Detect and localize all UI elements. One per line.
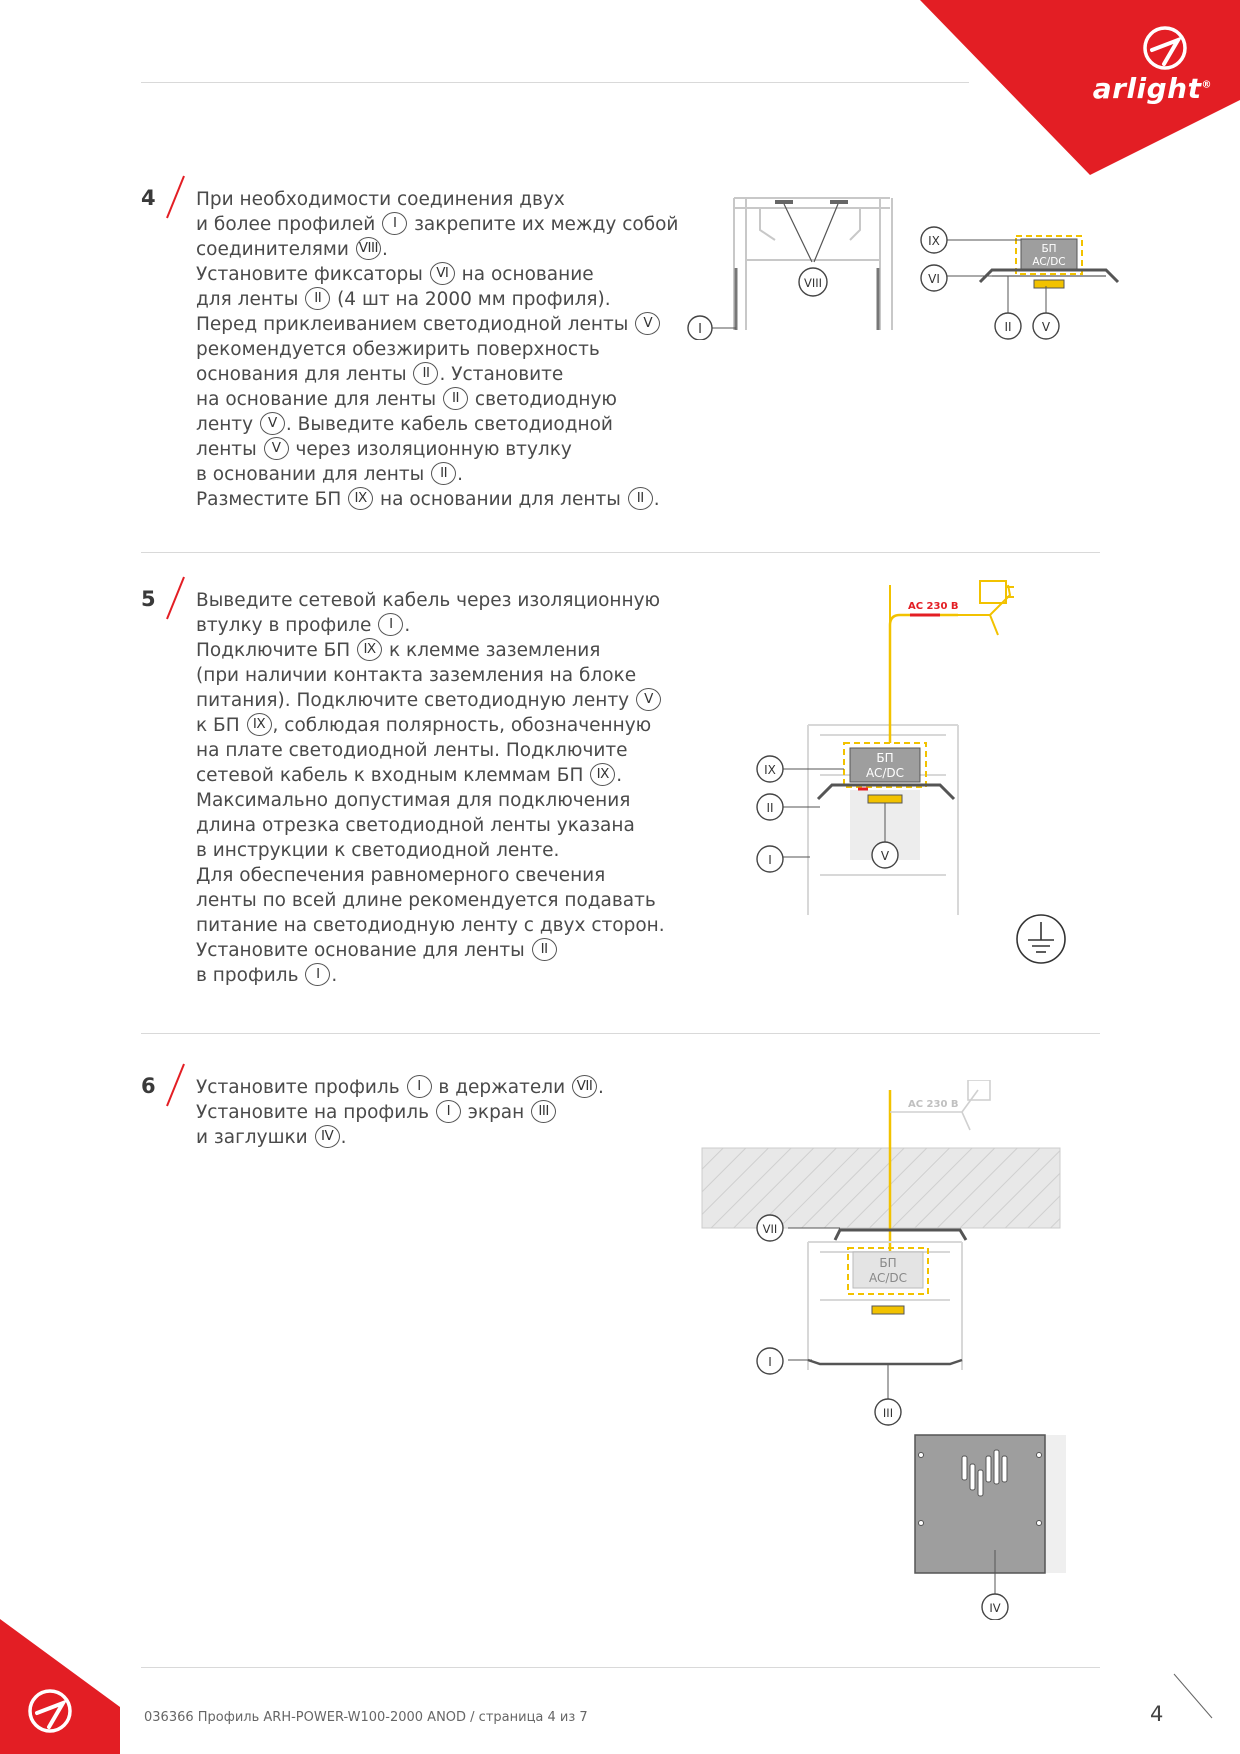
text-line [196,738,665,763]
text-run: и более профилей [196,214,382,235]
step-slash [164,575,186,621]
text-run: . [340,1127,347,1148]
text-run: ленты [196,439,263,460]
page-corner-slash [1172,1672,1216,1722]
text-run: ленты по всей длине рекомендуется подавать [196,890,656,911]
step-slash [164,1062,186,1108]
top-rule [141,82,969,83]
text-line [196,387,678,412]
end-cap [915,1435,1045,1573]
text-run: , соблюдая полярность, обозначенную [272,715,652,736]
label-circle-ix [921,227,947,253]
step-4-text [196,187,678,512]
text-run: . [457,464,464,485]
svg-text:БП: БП [876,751,894,765]
text-line [196,312,678,337]
part-label-circle: II [431,462,456,485]
text-line [196,287,678,312]
text-run: в держатели [432,1077,572,1098]
part-label-circle: I [305,963,330,986]
label-circle-vii [757,1215,783,1241]
text-line [196,688,665,713]
label-circle-iv [982,1594,1008,1620]
part-label-circle: I [378,613,403,636]
text-run: Для обеспечения равномерного свечения [196,865,606,886]
text-run: сетевой кабель к входным клеммам БП [196,765,590,786]
svg-text:AC/DC: AC/DC [868,1271,908,1285]
text-run: ленту [196,414,259,435]
text-run: . [381,239,388,260]
part-label-circle: I [407,1075,432,1098]
svg-text:IX: IX [928,234,940,248]
step-6-text [196,1075,604,1150]
part-label-circle: IX [357,638,382,661]
text-run: Установите профиль [196,1077,406,1098]
text-run: . [616,765,623,786]
text-line [196,212,678,237]
text-run: через изоляционную втулку [289,439,572,460]
svg-text:IX: IX [764,763,776,777]
text-line [196,262,678,287]
text-run: (при наличии контакта заземления на блоке [196,665,637,686]
step-number: 6 [141,1074,156,1098]
text-run: Максимально допустимая для подключения [196,790,631,811]
label-circle-iii [875,1399,901,1425]
text-line [196,713,665,738]
text-run: Установите на профиль [196,1102,435,1123]
text-line [196,462,678,487]
step-5-text [196,588,665,988]
part-label-circle: IV [315,1125,340,1148]
text-run: Разместите БП [196,489,348,510]
part-label-circle: II [532,938,557,961]
page-number: 4 [1150,1702,1164,1726]
label-circle-v [1033,313,1059,339]
psu-on-base-section [920,220,1120,345]
text-run: соединителями [196,239,355,260]
text-line [196,1125,604,1150]
text-line [196,863,665,888]
text-run: и заглушки [196,1127,314,1148]
svg-text:II: II [1004,320,1012,334]
svg-text:II: II [766,801,774,815]
text-line [196,663,665,688]
part-label-circle: V [636,688,661,711]
text-run: (4 шт на 2000 мм профиля). [331,289,611,310]
label-circle-ii [995,313,1021,339]
part-label-circle: II [443,387,468,410]
part-label-circle: VII [572,1075,597,1098]
part-label-circle: II [628,487,653,510]
svg-text:AC 230 В: AC 230 В [908,1099,959,1110]
text-run: на плате светодиодной ленты. Подключите [196,740,628,761]
svg-text:V: V [1041,320,1051,334]
text-run: . Выведите кабель светодиодной [285,414,613,435]
text-run: . [331,965,338,986]
connector-viii [775,200,848,262]
svg-text:I: I [768,853,772,867]
text-run: Установите основание для ленты [196,940,531,961]
text-run: . [653,489,660,510]
text-line [196,437,678,462]
part-label-circle: V [264,437,289,460]
part-label-circle: VIII [356,237,381,260]
part-label-circle: III [531,1100,556,1123]
label-circle-i [757,1348,783,1374]
text-run: длина отрезка светодиодной ленты указана [196,815,635,836]
text-run: . [404,615,411,636]
text-run: светодиодную [469,389,618,410]
text-line [196,838,665,863]
svg-text:V: V [880,849,890,863]
text-run: на основание для ленты [196,389,443,410]
text-line [196,237,678,262]
svg-text:IV: IV [989,1601,1001,1615]
text-run: . Установите [439,364,564,385]
label-circle-viii [799,268,827,296]
brand-reg: ® [1201,79,1212,91]
step-number: 5 [141,587,156,611]
text-line [196,913,665,938]
section-divider [141,552,1100,553]
profile-connector-diagram [680,190,900,340]
part-label-circle: I [436,1100,461,1123]
text-line [196,187,678,212]
text-run: к клемме заземления [383,640,601,661]
part-label-circle: IX [247,713,272,736]
svg-text:III: III [882,1406,894,1420]
text-run: к БП [196,715,246,736]
text-run: для ленты [196,289,305,310]
svg-text:VI: VI [928,272,940,286]
text-run: Выведите сетевой кабель через изоляционную [196,590,661,611]
text-line [196,487,678,512]
svg-text:I: I [698,322,702,337]
svg-text:VII: VII [762,1222,778,1236]
ceiling-mount-diagram [700,1080,1070,1620]
label-circle-ii [757,794,783,820]
text-run: Подключите БП [196,640,357,661]
text-line [196,788,665,813]
text-run: в инструкции к светодиодной ленте. [196,840,560,861]
part-label-circle: II [413,362,438,385]
part-label-circle: I [382,212,407,235]
part-label-circle: II [305,287,330,310]
part-label-circle: VI [430,262,455,285]
svg-text:I: I [768,1355,772,1369]
ground-icon [1014,912,1068,966]
svg-text:AC/DC: AC/DC [1032,256,1066,268]
label-circle-ix [757,756,783,782]
svg-text:БП: БП [1041,243,1057,255]
text-line [196,613,665,638]
text-line [196,638,665,663]
section-divider [141,1033,1100,1034]
label-circle-vi [921,265,947,291]
svg-text:AC 230 В: AC 230 В [908,601,959,612]
text-run: основания для ленты [196,364,413,385]
part-label-circle: V [260,412,285,435]
svg-text:AC/DC: AC/DC [865,766,905,780]
footer-text: 036366 Профиль ARH-POWER-W100-2000 ANOD / страница 4 из 7 [144,1710,588,1725]
label-circle-v [872,842,898,868]
svg-text:БП: БП [879,1256,897,1270]
text-run: на основание [455,264,594,285]
text-run: в профиль [196,965,305,986]
text-run: закрепите их между собой [408,214,679,235]
footer-rule [141,1667,1100,1668]
text-line [196,938,665,963]
brand-corner-bottom [0,1619,120,1754]
brand-logo[interactable] [1093,72,1212,105]
label-circle-i [688,316,712,340]
text-line [196,588,665,613]
text-run: . [598,1077,604,1098]
text-run: Перед приклеиванием светодиодной ленты [196,314,635,335]
text-run: втулку в профиле [196,615,378,636]
text-line [196,337,678,362]
step-slash [164,174,186,220]
svg-text:VIII: VIII [803,276,823,290]
step-number: 4 [141,186,156,210]
text-line [196,1100,604,1125]
part-label-circle: IX [348,487,373,510]
text-line [196,813,665,838]
text-line [196,888,665,913]
text-run: питания). Подключите светодиодную ленту [196,690,635,711]
label-circle-i [757,846,783,872]
text-run: в основании для ленты [196,464,431,485]
text-line [196,763,665,788]
part-label-circle: IX [590,763,615,786]
text-line [196,963,665,988]
text-line [196,412,678,437]
text-run: рекомендуется обезжирить поверхность [196,339,600,360]
text-line [196,362,678,387]
text-run: При необходимости соединения двух [196,189,565,210]
text-line [196,1075,604,1100]
part-label-circle: V [635,312,660,335]
text-run: на основании для ленты [374,489,627,510]
text-run: Установите фиксаторы [196,264,429,285]
brand-name: arlight [1092,72,1202,105]
psu-wiring-diagram [740,575,1030,925]
text-run: экран [461,1102,531,1123]
text-run: питание на светодиодную ленту с двух сторон. [196,915,665,936]
